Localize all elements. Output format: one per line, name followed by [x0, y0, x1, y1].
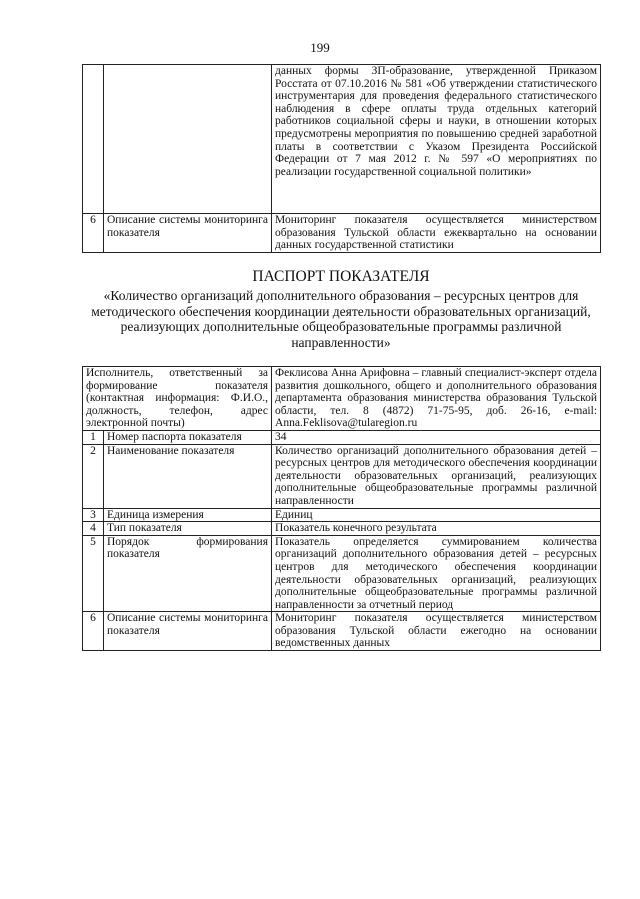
passport-heading: ПАСПОРТ ПОКАЗАТЕЛЯ — [252, 268, 430, 285]
table-row — [83, 444, 601, 508]
table-row — [83, 612, 601, 651]
row-number-cell: 6 — [83, 612, 104, 651]
row-value-cell: Количество организаций дополнительного образования детей – ресурсных центров для методического обеспечения координации деятельности образовательных организаций, реализующих дополнительные общеобразовательные программы различной направленности — [272, 444, 601, 508]
table-row — [83, 65, 601, 214]
row-value-cell: данных формы ЗП-образование, утвержденной Приказом Росстата от 07.10.2016 № 581 «Об утверждении статистического инструментария для проведения федерального статистического наблюдения в сфере оплаты труда отдельных категорий работников социальной сферы и науки, в отношении которых предусмотрены мероприятия по повышению средней заработной платы в соответствии с Указом Президента Российской Федерации от 7 мая 2012 г. № 597 «О мероприятиях по реализации государственной социальной политики» — [272, 65, 601, 214]
table-row — [83, 522, 601, 536]
row-value-cell: Мониторинг показателя осуществляется министерством образования Тульской области ежеквартально на основании данных государственной статистики — [272, 214, 601, 253]
table-row — [83, 367, 601, 431]
row-value-cell: Мониторинг показателя осуществляется министерством образования Тульской области ежегодно на основании ведомственных данных — [272, 612, 601, 651]
table-row — [83, 535, 601, 612]
continuation-table — [82, 64, 601, 253]
executor-label-cell: Исполнитель, ответственный за формирование показателя (контактная информация: Ф.И.О., должность, телефон, адрес электронной почты) — [83, 367, 272, 431]
row-number-cell — [83, 65, 104, 214]
row-number-cell: 2 — [83, 444, 104, 508]
passport-table — [82, 366, 601, 651]
row-value-cell: Показатель конечного результата — [272, 522, 601, 536]
row-label-cell: Порядок формирования показателя — [104, 535, 272, 612]
page-number: 199 — [310, 40, 330, 55]
row-value-cell: 34 — [272, 430, 601, 444]
row-number-cell: 4 — [83, 522, 104, 536]
row-value-cell: Единиц — [272, 508, 601, 522]
row-label-cell — [104, 65, 272, 214]
executor-value-cell: Феклисова Анна Арифовна – главный специалист-эксперт отдела развития дошкольного, общего и дополнительного образования департамента образования министерства образования Тульской области, тел. 8 (4872) 71-75-95, доб. 26-16, e-mail: Anna.Feklisova@tularegion.ru — [272, 367, 601, 431]
row-label-cell: Описание системы мониторинга показателя — [104, 612, 272, 651]
row-label-cell: Тип показателя — [104, 522, 272, 536]
row-label-cell: Номер паспорта показателя — [104, 430, 272, 444]
table-row — [83, 430, 601, 444]
row-number-cell: 6 — [83, 214, 104, 253]
passport-title-block — [82, 268, 600, 350]
row-label-cell: Единица измерения — [104, 508, 272, 522]
row-label-cell: Описание системы мониторинга показателя — [104, 214, 272, 253]
row-number-cell: 5 — [83, 535, 104, 612]
table-row — [83, 214, 601, 253]
table-row — [83, 508, 601, 522]
passport-subtitle: «Количество организаций дополнительного образования – ресурсных центров для методического обеспечения координации деятельности образовательных организаций, реализующих дополнительные общеобразовательные программы различной направленности» — [91, 288, 591, 350]
row-number-cell: 3 — [83, 508, 104, 522]
row-value-cell: Показатель определяется суммированием количества организаций дополнительного образования детей – ресурсных центров для методического обеспечения координации деятельности образовательных организаций, реализующих дополнительные общеобразовательные программы различной направленности за отчетный период — [272, 535, 601, 612]
row-label-cell: Наименование показателя — [104, 444, 272, 508]
row-number-cell: 1 — [83, 430, 104, 444]
